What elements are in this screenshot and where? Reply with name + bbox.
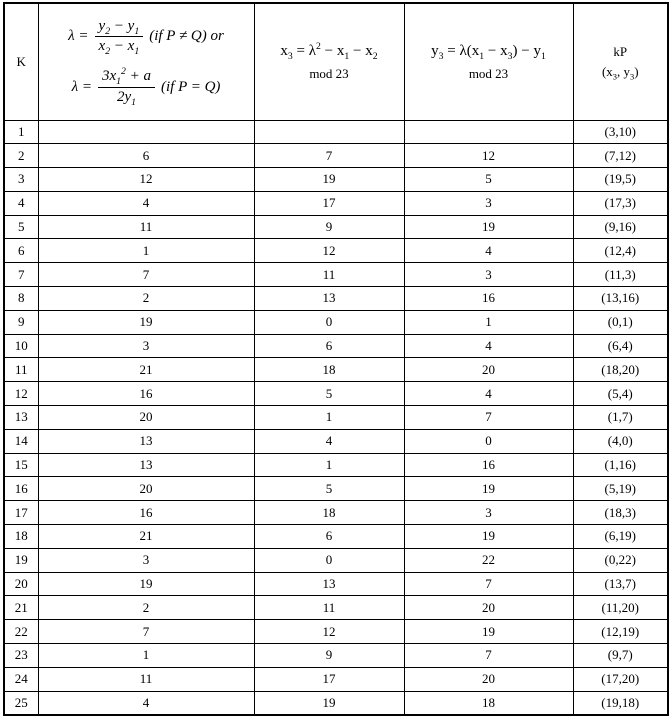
- cell-x3: 17: [254, 667, 404, 691]
- table-row: [4, 453, 668, 477]
- table-row: [4, 239, 668, 263]
- cell-kp: (9,16): [573, 215, 668, 239]
- cell-lambda: 2: [38, 596, 254, 620]
- cell-k: 23: [4, 644, 38, 668]
- cell-kp: (17,3): [573, 191, 668, 215]
- cell-x3: 18: [254, 358, 404, 382]
- cell-k: 10: [4, 334, 38, 358]
- table-row: [4, 120, 668, 144]
- cell-lambda: 4: [38, 691, 254, 715]
- header-y3: [404, 3, 573, 120]
- cell-x3: 9: [254, 215, 404, 239]
- cell-k: 14: [4, 429, 38, 453]
- lambda-formula-2: [72, 68, 221, 106]
- cell-lambda: 1: [38, 644, 254, 668]
- lambda-f2-fraction: [98, 68, 155, 106]
- table-row: [4, 263, 668, 287]
- lambda-f1-denominator: $x_2 - x_1$: [98, 38, 140, 57]
- cell-kp: (3,10): [573, 120, 668, 144]
- cell-kp: (9,7): [573, 644, 668, 668]
- cell-lambda: 6: [38, 144, 254, 168]
- cell-x3: 13: [254, 287, 404, 311]
- y3-formula: $y_3 = \lambda(x_1 - x_3) - y_1$: [431, 43, 546, 62]
- table-row: [4, 191, 668, 215]
- cell-k: 21: [4, 596, 38, 620]
- cell-k: 13: [4, 406, 38, 430]
- cell-y3: 16: [404, 453, 573, 477]
- cell-lambda: 19: [38, 310, 254, 334]
- cell-lambda: 7: [38, 263, 254, 287]
- cell-y3: 19: [404, 620, 573, 644]
- cell-x3: 11: [254, 596, 404, 620]
- cell-x3: 18: [254, 501, 404, 525]
- cell-k: 22: [4, 620, 38, 644]
- table-row: [4, 548, 668, 572]
- cell-y3: 7: [404, 572, 573, 596]
- cell-y3: 19: [404, 477, 573, 501]
- cell-lambda: 19: [38, 572, 254, 596]
- cell-x3: 0: [254, 310, 404, 334]
- cell-kp: (7,12): [573, 144, 668, 168]
- kp-label: kP: [613, 44, 628, 60]
- table-row: [4, 215, 668, 239]
- cell-x3: 4: [254, 429, 404, 453]
- cell-y3: 20: [404, 358, 573, 382]
- cell-x3: 17: [254, 191, 404, 215]
- x3-formula: $x_3 = \lambda^2 - x_1 - x_2$: [280, 41, 378, 62]
- cell-y3: 7: [404, 644, 573, 668]
- cell-x3: 5: [254, 477, 404, 501]
- table-row: [4, 429, 668, 453]
- cell-kp: (18,20): [573, 358, 668, 382]
- cell-lambda: 13: [38, 453, 254, 477]
- x3-mod-label: mod 23: [309, 65, 349, 81]
- cell-x3: 7: [254, 144, 404, 168]
- cell-kp: (12,19): [573, 620, 668, 644]
- cell-k: 20: [4, 572, 38, 596]
- cell-y3: [404, 120, 573, 144]
- table-row: [4, 691, 668, 715]
- cell-kp: (4,0): [573, 429, 668, 453]
- cell-x3: 5: [254, 382, 404, 406]
- cell-k: 8: [4, 287, 38, 311]
- cell-lambda: 13: [38, 429, 254, 453]
- cell-x3: 19: [254, 691, 404, 715]
- cell-k: 7: [4, 263, 38, 287]
- cell-y3: 4: [404, 239, 573, 263]
- cell-lambda: 12: [38, 168, 254, 192]
- cell-y3: 12: [404, 144, 573, 168]
- cell-kp: (5,4): [573, 382, 668, 406]
- cell-y3: 3: [404, 501, 573, 525]
- cell-k: 4: [4, 191, 38, 215]
- table-row: [4, 620, 668, 644]
- cell-y3: 19: [404, 525, 573, 549]
- cell-x3: 6: [254, 334, 404, 358]
- cell-x3: 1: [254, 453, 404, 477]
- cell-kp: (0,22): [573, 548, 668, 572]
- cell-k: 15: [4, 453, 38, 477]
- cell-kp: (6,19): [573, 525, 668, 549]
- lambda-f1-condition: (if P ≠ Q) or: [149, 28, 224, 44]
- lambda-f2-lhs: λ =: [71, 78, 92, 95]
- cell-lambda: 11: [38, 215, 254, 239]
- cell-x3: 0: [254, 548, 404, 572]
- lambda-f2-numerator: $3x_1^2 + a$: [98, 68, 155, 87]
- cell-kp: (0,1): [573, 310, 668, 334]
- header-kp: [573, 3, 668, 120]
- cell-kp: (19,18): [573, 691, 668, 715]
- cell-kp: (6,4): [573, 334, 668, 358]
- lambda-f1-fraction: [95, 18, 144, 56]
- cell-lambda: 16: [38, 501, 254, 525]
- cell-lambda: 20: [38, 477, 254, 501]
- cell-lambda: 1: [38, 239, 254, 263]
- cell-x3: 12: [254, 620, 404, 644]
- cell-y3: 3: [404, 191, 573, 215]
- header-row: [4, 3, 668, 120]
- table-row: [4, 572, 668, 596]
- cell-k: 6: [4, 239, 38, 263]
- cell-kp: (1,7): [573, 406, 668, 430]
- cell-lambda: 2: [38, 287, 254, 311]
- cell-k: 16: [4, 477, 38, 501]
- cell-kp: (1,16): [573, 453, 668, 477]
- cell-kp: (11,3): [573, 263, 668, 287]
- cell-lambda: 21: [38, 525, 254, 549]
- table-row: [4, 310, 668, 334]
- cell-x3: 9: [254, 644, 404, 668]
- cell-k: 18: [4, 525, 38, 549]
- table-row: [4, 144, 668, 168]
- cell-lambda: 16: [38, 382, 254, 406]
- cell-lambda: 21: [38, 358, 254, 382]
- kp-table: [3, 2, 669, 716]
- cell-k: 12: [4, 382, 38, 406]
- cell-x3: 19: [254, 168, 404, 192]
- table-body: [4, 120, 668, 715]
- cell-x3: 11: [254, 263, 404, 287]
- cell-lambda: 3: [38, 548, 254, 572]
- cell-y3: 16: [404, 287, 573, 311]
- kp-coords-label: ($x_3$, $y_3$): [601, 63, 639, 82]
- cell-y3: 1: [404, 310, 573, 334]
- cell-y3: 4: [404, 382, 573, 406]
- table-row: [4, 501, 668, 525]
- table-row: [4, 644, 668, 668]
- cell-k: 5: [4, 215, 38, 239]
- lambda-formula-1: [68, 18, 224, 56]
- cell-kp: (13,16): [573, 287, 668, 311]
- table-row: [4, 334, 668, 358]
- cell-y3: 3: [404, 263, 573, 287]
- cell-lambda: 3: [38, 334, 254, 358]
- header-k-label: K: [16, 53, 26, 69]
- lambda-f1-lhs: λ =: [68, 28, 89, 44]
- table-row: [4, 406, 668, 430]
- cell-x3: 12: [254, 239, 404, 263]
- table-row: [4, 525, 668, 549]
- cell-x3: 1: [254, 406, 404, 430]
- cell-lambda: [38, 120, 254, 144]
- cell-y3: 5: [404, 168, 573, 192]
- cell-lambda: 20: [38, 406, 254, 430]
- lambda-f2-denominator: $2y_1$: [116, 88, 136, 108]
- cell-k: 25: [4, 691, 38, 715]
- cell-x3: 6: [254, 525, 404, 549]
- lambda-f1-numerator: $y_2 - y_1$: [95, 18, 144, 37]
- cell-y3: 7: [404, 406, 573, 430]
- cell-kp: (12,4): [573, 239, 668, 263]
- cell-kp: (18,3): [573, 501, 668, 525]
- cell-k: 19: [4, 548, 38, 572]
- cell-y3: 20: [404, 596, 573, 620]
- table-row: [4, 477, 668, 501]
- cell-lambda: 11: [38, 667, 254, 691]
- cell-x3: 13: [254, 572, 404, 596]
- cell-y3: 0: [404, 429, 573, 453]
- y3-mod-label: mod 23: [468, 65, 509, 81]
- cell-k: 2: [4, 144, 38, 168]
- cell-k: 17: [4, 501, 38, 525]
- cell-lambda: 4: [38, 191, 254, 215]
- header-lambda: [38, 3, 254, 120]
- cell-kp: (19,5): [573, 168, 668, 192]
- cell-y3: 18: [404, 691, 573, 715]
- cell-kp: (11,20): [573, 596, 668, 620]
- cell-kp: (5,19): [573, 477, 668, 501]
- header-x3: [254, 3, 404, 120]
- cell-kp: (17,20): [573, 667, 668, 691]
- lambda-f2-condition: (if P = Q): [161, 78, 221, 95]
- cell-k: 3: [4, 168, 38, 192]
- table-header: [4, 3, 668, 120]
- table-row: [4, 667, 668, 691]
- header-k: [4, 3, 38, 120]
- table-row: [4, 382, 668, 406]
- cell-lambda: 7: [38, 620, 254, 644]
- cell-k: 1: [4, 120, 38, 144]
- lambda-formulas: [39, 18, 254, 106]
- table-row: [4, 596, 668, 620]
- cell-kp: (13,7): [573, 572, 668, 596]
- cell-y3: 20: [404, 667, 573, 691]
- cell-x3: [254, 120, 404, 144]
- cell-y3: 19: [404, 215, 573, 239]
- cell-y3: 22: [404, 548, 573, 572]
- table-row: [4, 168, 668, 192]
- cell-k: 24: [4, 667, 38, 691]
- cell-k: 9: [4, 310, 38, 334]
- cell-k: 11: [4, 358, 38, 382]
- table-row: [4, 287, 668, 311]
- cell-y3: 4: [404, 334, 573, 358]
- table-row: [4, 358, 668, 382]
